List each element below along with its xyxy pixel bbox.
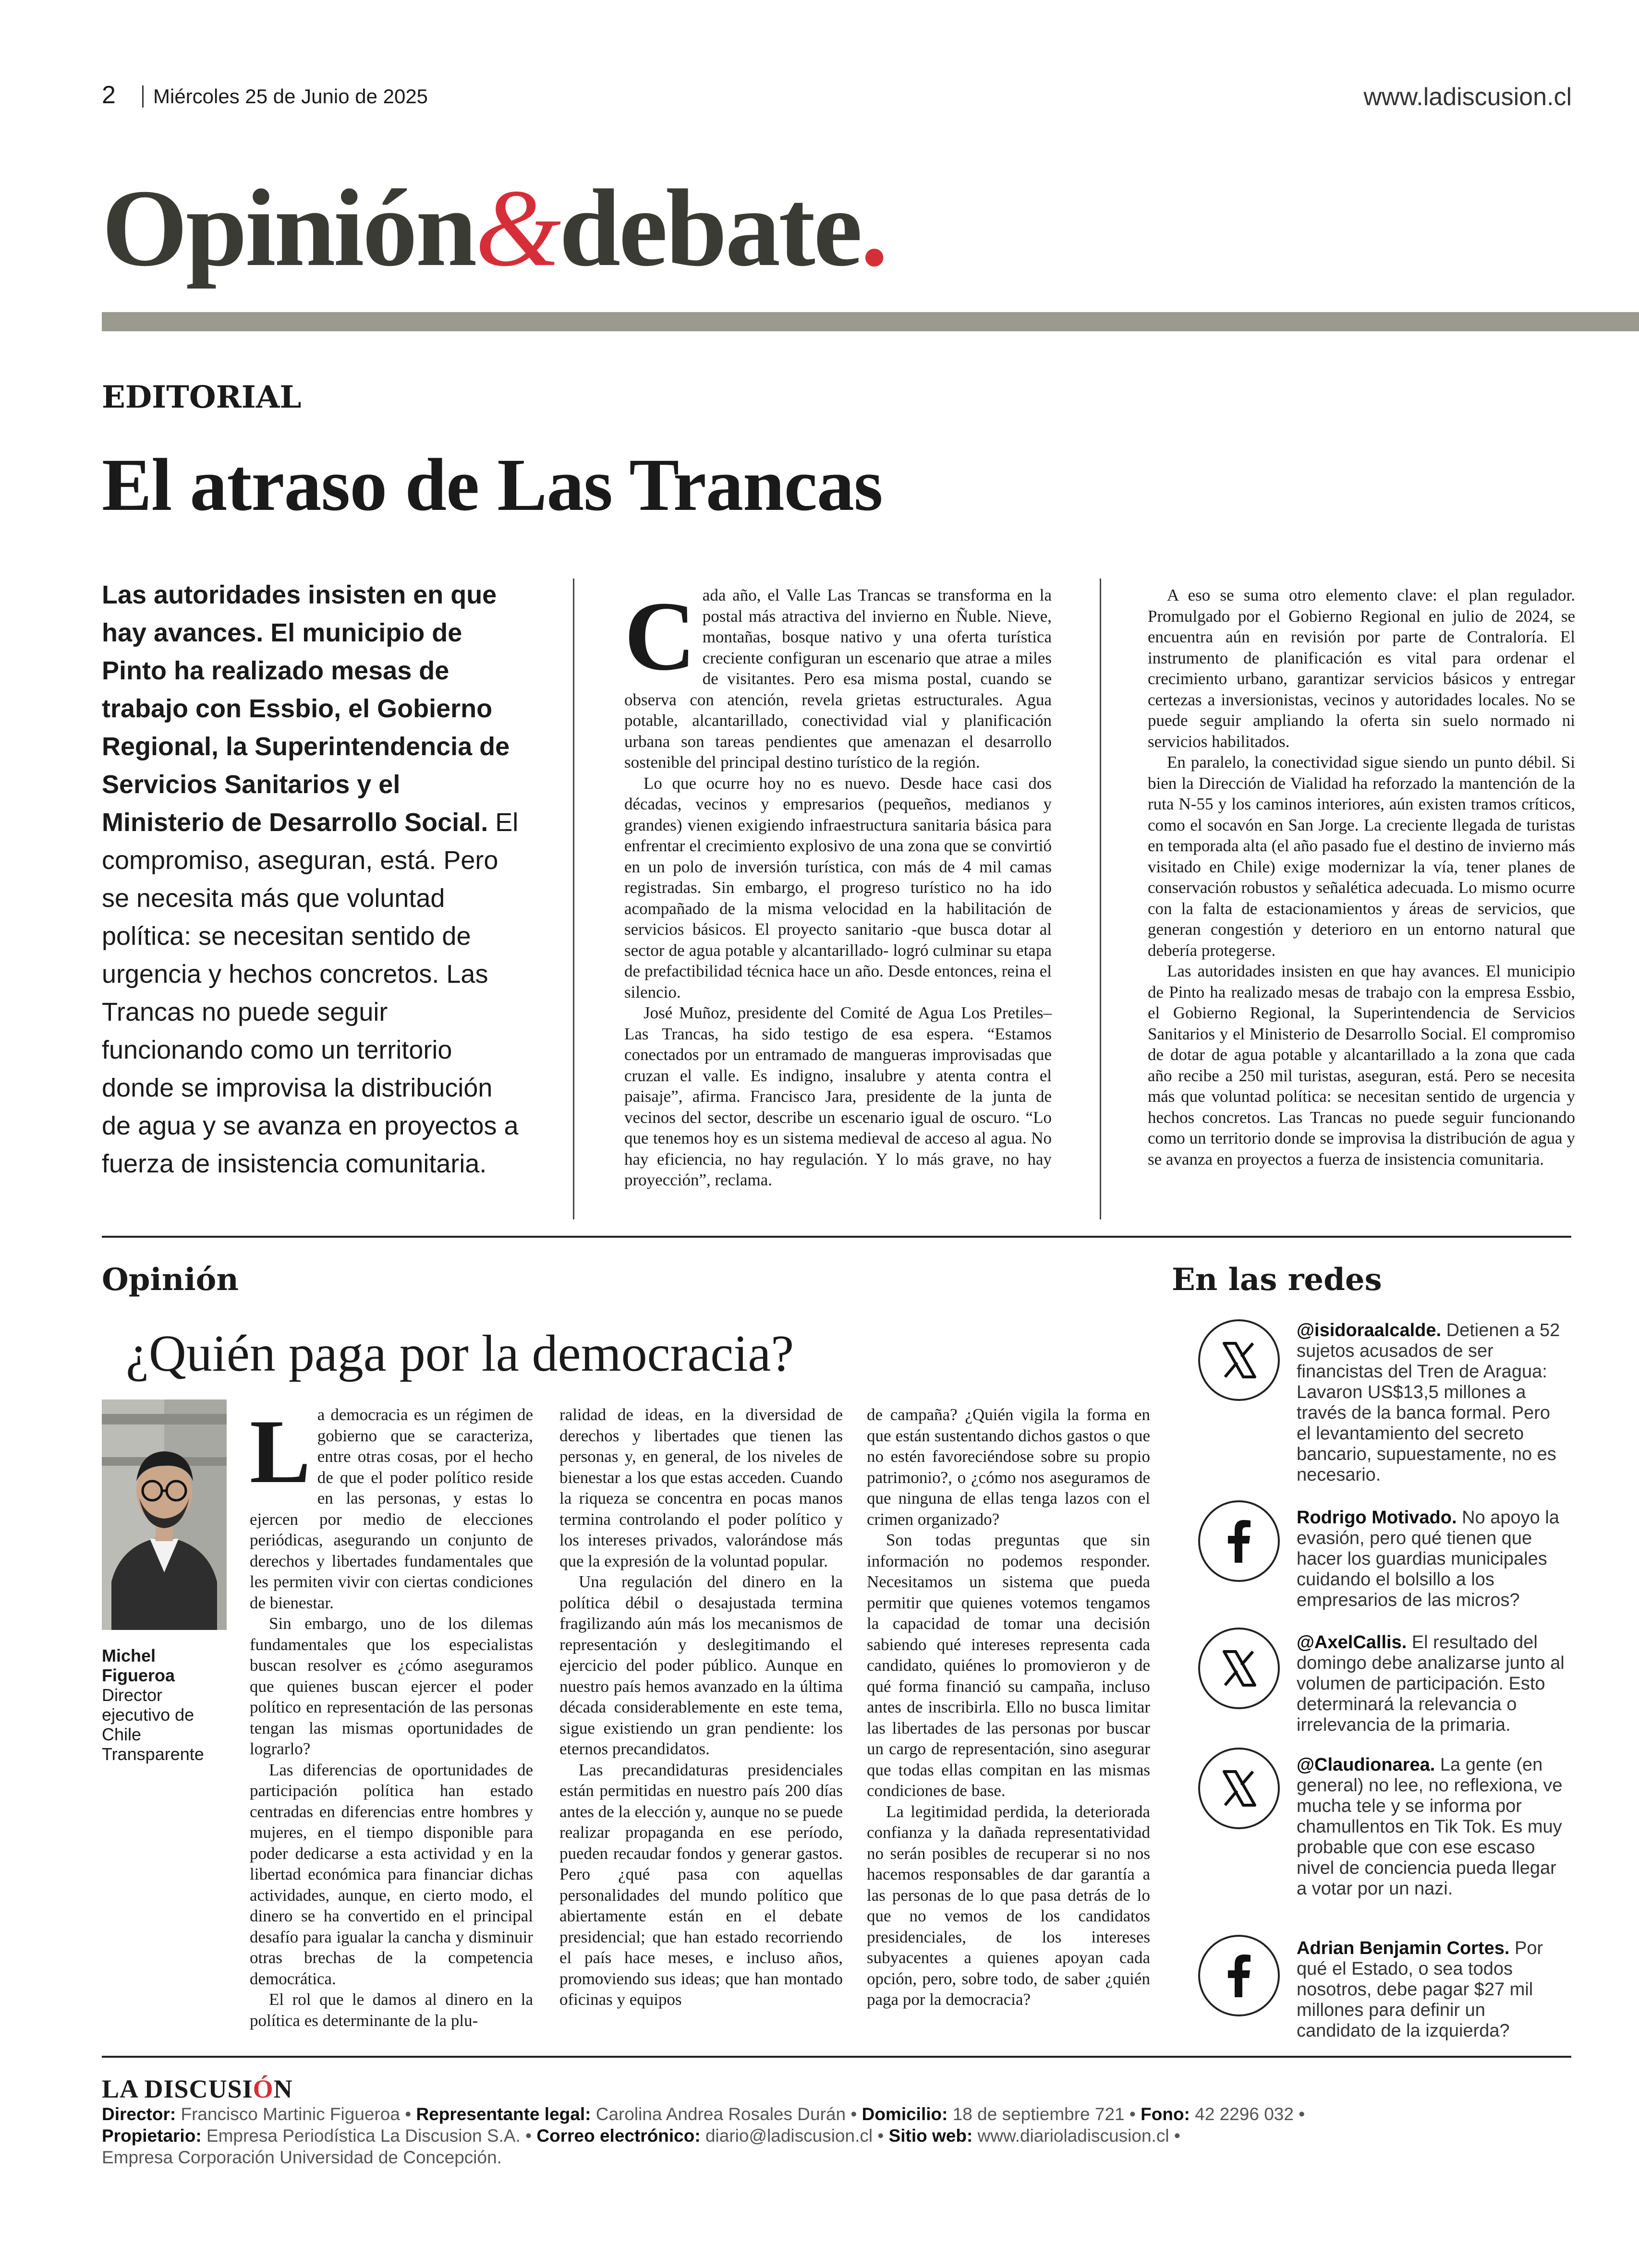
post-text: Detienen a 52 sujetos acusados de ser financistas del Tren de Aragua: Lavaron US$13,5 millones a través de la banca formal. Pero el levantamiento del secreto bancario, supuestamente, no es necesario. (1297, 1320, 1560, 1485)
footer-value: 18 de septiembre 721 • (947, 2104, 1141, 2124)
paragraph: Sin embargo, uno de los dilemas fundamentales que los especialistas buscan resolver es ¿cómo aseguramos que quienes buscan ejercer el poder político en representación de las personas tengan las mismas oportunidades de lograrlo? (250, 1614, 533, 1758)
logo-accent: Ó (253, 2075, 274, 2103)
editorial-column-1 (624, 581, 1052, 1191)
opinion-label: Opinión (102, 1262, 239, 1298)
masthead-ampersand: & (475, 167, 559, 289)
paragraph: La legitimidad perdida, la deteriorada confianza y la dañada representatividad no serán posibles de recuperar si no nos hacemos responsables de dar garantía a las personas de lo que pasa detrás de lo que no vemos de los candidatos presidenciales, de los intereses subyacentes a quienes apoyan cada opción, pero, sobre todo, de saber ¿quién paga por la democracia? (867, 1802, 1150, 2009)
footer-web-link[interactable]: www.diarioladiscusion.cl • (972, 2126, 1180, 2146)
paragraph: A eso se suma otro elemento clave: el plan regulador. Promulgado por el Gobierno Regional en julio de 2024, se encuentra aún en revisión por parte de Contraloría. El instrumento de planificación es vital para ordenar el crecimiento urbano, garantizar servicios básicos y entregar certezas a inversionistas, vecinos y autoridades locales. No se puede seguir ampliando la oferta sin suelo normado ni servicios habilitados. (1148, 586, 1575, 751)
logo-text: LA DISCUSI (102, 2075, 253, 2103)
footer-label: Domicilio: (862, 2104, 948, 2124)
social-post (1297, 1632, 1566, 1736)
masthead-dot: . (860, 167, 886, 289)
footer-label: Fono: (1141, 2104, 1190, 2124)
editorial-label: EDITORIAL (102, 379, 302, 415)
section-masthead (102, 167, 886, 289)
footer-label: Director: (102, 2104, 176, 2124)
section-rule (102, 1236, 1571, 1238)
section-divider-band (102, 312, 1639, 331)
paragraph: Las autoridades insisten en que hay avances. El municipio de Pinto ha realizado mesas de trabajo con la empresa Essbio, el Gobierno Regional, la Superintendencia de Servicios Sanitarios y el Ministerio de Desarrollo Social. El compromiso de dotar de agua potable y alcantarillado a la zona que cada año recibe a 250 mil turistas, aseguran, está. Pero se necesita más que voluntad política: se necesitan sentido de urgencia y hechos concretos. Las Trancas no puede seguir funcionando como un territorio donde se improvisa la distribución de agua y se avanza en proyectos a fuerza de insistencia comunitaria. (1148, 962, 1575, 1169)
post-text: Por qué el Estado, o sea todos nosotros, debe pagar $27 mil millones para definir un candidato de la izquierda? (1297, 1938, 1543, 2041)
paragraph: ada año, el Valle Las Trancas se transforma en la postal más atractiva del invierno en Ñuble. Nieve, montañas, bosque nativo y una oferta turística creciente configuran un escenario que atrae a miles de visitantes. Pero esa misma postal, cuando se observa con atención, revela grietas estructurales. Agua potable, alcantarillado, conectividad vial y planificación urbana son tareas pendientes que amenazan el desarrollo sostenible del principal destino turístico de la región. (624, 586, 1052, 772)
redes-label: En las redes (1172, 1262, 1382, 1298)
footer-label: Sitio web: (888, 2126, 973, 2146)
paragraph: José Muñoz, presidente del Comité de Agua Los Pretiles–Las Trancas, ha sido testigo de esa espera. “Estamos conectados por un entramado de mangueras improvisadas que cruzan el valle. Es indigno, insalubre y atenta contra el paisaje”, afirma. Francisco Jara, presidente de la junta de vecinos del sector, describe un escenario igual de oscuro. “Lo que tenemos hoy es un sistema medieval de acceso al agua. No hay eficiencia, no hay regulación. Y lo más grave, no hay proyección”, reclama. (624, 1003, 1052, 1189)
opinion-column-2 (559, 1404, 843, 2010)
opinion-column-3 (867, 1404, 1150, 2010)
post-author: @Claudionarea. (1297, 1755, 1435, 1775)
footer-label: Representante legal: (416, 2104, 591, 2124)
x-icon (1198, 1319, 1280, 1401)
logo-text-end: N (273, 2075, 293, 2103)
paragraph: Las diferencias de oportunidades de participación política han estado centradas en diferencias entre hombres y mujeres, en el tiempo disponible para poder dedicarse a esta actividad y en la libertad económica para financiar dichas actividades, aunque, en cierto modo, el dinero se ha convertido en el principal desafío para igualar la cancha y disminuir otras brechas de la competencia democrática. (250, 1760, 533, 1988)
footer-email-link[interactable]: diario@ladiscusion.cl • (700, 2126, 889, 2146)
footer-credits-line-2 (102, 2126, 1180, 2146)
opinion-title: ¿Quién paga por la democracia? (126, 1325, 794, 1382)
paragraph: Son todas preguntas que sin información no podemos responder. Necesitamos un sistema que pueda permitir que quienes votemos tengamos la capacidad de tomar una decisión sabiendo qué intereses representa cada candidato, quiénes lo promovieron y de qué forma financió su campaña, incluso antes de inscribirla. Ello no busca limitar las libertades de las personas por buscar un cargo de representación, sino asegurar que todas ellas compitan en las mismas condiciones de base. (867, 1531, 1150, 1800)
author-portrait-icon (102, 1399, 227, 1630)
post-text: No apoyo la evasión, pero qué tienen que hacer los guardias municipales cuidando el bolsillo a los empresarios de las micros? (1297, 1508, 1559, 1610)
footer-credits-line-3: Empresa Corporación Universidad de Concepción. (102, 2147, 502, 2167)
opinion-column-1 (250, 1401, 533, 2031)
social-post (1297, 1320, 1566, 1485)
post-author: Adrian Benjamin Cortes. (1297, 1938, 1510, 1958)
paragraph: En paralelo, la conectividad sigue siendo un punto débil. Si bien la Dirección de Vialidad ha reforzado la mantención de la ruta N-55 y los caminos interiores, aún existen tramos críticos, como el socavón en San Jorge. La creciente llegada de turistas en temporada alta (el año pasado fue el destino de invierno más visitado en Chile) exige modernizar la vía, tener planes de conservación robustos y señalética adecuada. Lo mismo ocurre con la falta de estacionamientos y áreas de servicios, que generan congestión y deterioro en un entorno natural que debería protegerse. (1148, 753, 1575, 960)
masthead-word-debate: debate (559, 167, 861, 289)
dropcap: L (250, 1401, 311, 1502)
facebook-icon (1198, 1500, 1280, 1582)
social-post (1297, 1508, 1566, 1611)
post-text: El resultado del domingo debe analizarse junto al volumen de participación. Esto determinará la relevancia o irrelevancia de la primaria. (1297, 1632, 1565, 1735)
post-author: @isidoraalcalde. (1297, 1320, 1442, 1340)
footer-rule (102, 2056, 1571, 2058)
post-author: @AxelCallis. (1297, 1632, 1407, 1653)
paragraph: a democracia es un régimen de gobierno que se caracteriza, entre otras cosas, por el hecho de que el poder político reside en las personas, y estas lo ejercen por medio de elecciones periódicas, asegurando un conjunto de derechos y libertades fundamentales que les permiten vivir con ciertas condiciones de bienestar. (250, 1405, 533, 1612)
footer-label: Propietario: (102, 2126, 202, 2146)
website-link[interactable]: www.ladiscusion.cl (1363, 83, 1572, 111)
paragraph: Lo que ocurre hoy no es nuevo. Desde hace casi dos décadas, vecinos y empresarios (pequeños, medianos y grandes) vienen exigiendo infraestructura sanitaria básica para enfrentar el crecimiento explosivo de una zona que se convirtió en un polo de inversión turística, con más de 4 mil camas registradas. Sin embargo, el progreso turístico no ha ido acompañado de la misma velocidad en la habilitación de servicios básicos. El proyecto sanitario -que busca dotar al sector de agua potable y alcantarillado- logró culminar su etapa de prefactibilidad técnica hace un año. Desde entonces, reina el silencio. (624, 773, 1052, 1001)
paragraph: El rol que le damos al dinero en la política es determinante de la plu- (250, 1990, 533, 2030)
paragraph: ralidad de ideas, en la diversidad de derechos y libertades que tienen las personas y, en general, de los niveles de bienestar a los que estas acceden. Cuando la riqueza se concentra en pocas manos termina controlando el poder político y los intereses privados, valorándose más que la expresión de la voluntad popular. (559, 1405, 843, 1570)
social-post (1297, 1938, 1566, 2041)
editorial-column-2 (1148, 585, 1575, 1170)
editorial-summary-bold: Las autoridades insisten en que hay avances. El municipio de Pinto ha realizado mesas de trabajo con Essbio, el Gobierno Regional, la Superintendencia de Servicios Sanitarios y el Ministerio de Desarrollo Social. (102, 580, 510, 837)
editorial-summary-rest: El compromiso, aseguran, está. Pero se necesita más que voluntad política: se necesitan sentido de urgencia y hechos concretos. Las Trancas no puede seguir funcionando como un territorio donde se improvisa la distribución de agua y se avanza en proyectos a fuerza de insistencia comunitaria. (102, 808, 519, 1178)
footer-label: Correo electrónico: (536, 2126, 701, 2146)
paragraph: Las precandidaturas presidenciales están permitidas en nuestro país 200 días antes de la elección y, aunque no se puede realizar propaganda en ese período, pueden recaudar fondos y generar gastos. Pero ¿qué pasa con aquellas personalidades del mundo político que abiertamente están en el debate presidencial; que han estado recorriendo el país hace meses, e incluso años, promoviendo sus ideas; que han montado oficinas y equipos (559, 1760, 843, 2009)
x-icon (1198, 1748, 1280, 1829)
footer-value: Francisco Martinic Figueroa • (176, 2104, 416, 2124)
editorial-summary (102, 576, 524, 1183)
footer-value: 42 2296 032 • (1190, 2104, 1305, 2124)
footer-value: Carolina Andrea Rosales Durán • (591, 2104, 862, 2124)
social-post (1297, 1755, 1566, 1899)
column-divider (1100, 579, 1101, 1219)
editorial-title: El atraso de Las Trancas (102, 443, 883, 526)
paragraph: Una regulación del dinero en la política débil o desajustada termina fragilizando aún más los mecanismos de representación y deslegitimando el ejercicio del poder público. Aunque en nuestro país hemos avanzado en la última década considerablemente en este tema, sigue existiendo un gran pendiente: los eternos precandidatos. (559, 1572, 843, 1758)
page-number: 2 (102, 81, 116, 109)
x-icon (1198, 1628, 1280, 1709)
facebook-icon (1198, 1935, 1280, 2016)
footer-value: Empresa Periodística La Discusion S.A. • (201, 2126, 537, 2146)
post-author: Rodrigo Motivado. (1297, 1508, 1457, 1528)
dropcap: C (624, 581, 696, 691)
footer-credits-line-1 (102, 2104, 1305, 2124)
masthead-word-opinion: Opinión (102, 167, 475, 289)
newspaper-logo (102, 2074, 293, 2104)
author-name: Michel Figueroa (102, 1646, 175, 1685)
paragraph: de campaña? ¿Quién vigila la forma en que están sustentando dichos gastos o que no estén favoreciéndose sobre su propio patrimonio?, o ¿cómo nos aseguramos de que ninguna de ellas tenga lazos con el crimen organizado? (867, 1405, 1150, 1529)
post-text: La gente (en general) no lee, no reflexiona, ve mucha tele y se informa por chamullentos en Tik Tok. Es muy probable que con ese escaso nivel de conciencia pueda llegar a votar por un nazi. (1297, 1755, 1563, 1899)
author-role: Director ejecutivo de Chile Transparente (102, 1685, 204, 1764)
column-divider (573, 579, 574, 1219)
author-photo (102, 1399, 227, 1630)
header-date: Miércoles 25 de Junio de 2025 (142, 85, 428, 108)
